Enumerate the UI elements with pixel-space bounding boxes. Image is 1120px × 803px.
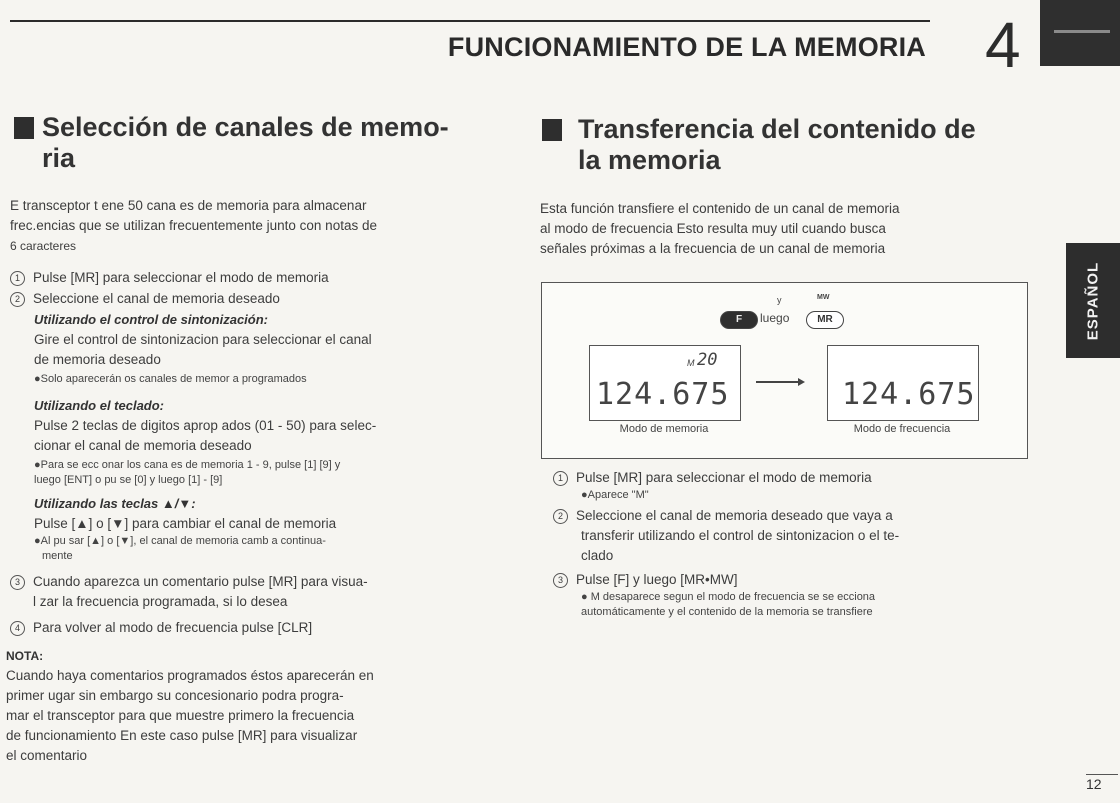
caption-memory-mode: Modo de memoria bbox=[619, 423, 709, 435]
step-3-icon: 3 bbox=[10, 575, 25, 590]
left-step-3: 3 Cuando aparezca un comentario pulse [MR] para visua- l zar la frecuencia programada, si lo desea bbox=[10, 572, 490, 612]
step-1-icon: 1 bbox=[553, 471, 568, 486]
page-number-rule bbox=[1086, 774, 1118, 775]
arrow-right-icon bbox=[756, 381, 800, 383]
step-1-icon: 1 bbox=[10, 271, 25, 286]
left-section-heading: Selección de canales de memo- ria bbox=[14, 112, 494, 174]
lcd-memory-mode: M 20 124.675 bbox=[589, 345, 741, 421]
left-step-4: 4 Para volver al modo de frecuencia pulse [CLR] bbox=[10, 618, 490, 638]
left-intro: E transceptor t ene 50 cana es de memoria para almacenar frec.encias que se utilizan frecuentemente junto con notas de 6 caracteres bbox=[10, 198, 377, 253]
label-y: y bbox=[777, 295, 782, 305]
right-step-1: 1 Pulse [MR] para seleccionar el modo de memoria ●Aparece "M" bbox=[553, 468, 1013, 503]
heading-bullet-icon bbox=[542, 119, 562, 141]
step-2-icon: 2 bbox=[10, 292, 25, 307]
left-sub-tuning: Utilizando el control de sintonización: Gire el control de sintonizacion para seleccionar el canal de memoria deseado ●Solo aparecerán os canales de memor a programados bbox=[34, 312, 372, 385]
page-title: FUNCIONAMIENTO DE LA MEMORIA bbox=[447, 32, 926, 62]
lcd-frequency-mode: 124.675 bbox=[827, 345, 979, 421]
right-step-3: 3 Pulse [F] y luego [MR•MW] ● M desaparece segun el modo de frecuencia se se ecciona automáticamente y el contenido de la memoria se transfiere bbox=[553, 570, 1013, 620]
heading-bullet-icon bbox=[14, 117, 34, 139]
chapter-tab-marker bbox=[1040, 0, 1120, 66]
left-sub-keypad: Utilizando el teclado: Pulse 2 teclas de digitos aprop ados (01 - 50) para selec- cionar el canal de memoria deseado ●Para se ecc onar los cana es de memoria 1 - 9, pulse [1] [9] y luego [ENT] o pu se [0] y luego [1] - [9] bbox=[34, 398, 377, 486]
step-4-icon: 4 bbox=[10, 621, 25, 636]
right-section-heading: Transferencia del contenido de la memoria bbox=[542, 114, 1022, 176]
left-step-1: 1 Pulse [MR] para seleccionar el modo de memoria bbox=[10, 268, 490, 288]
left-sub-arrows: Utilizando las teclas ▲/▼: Pulse [▲] o [▼] para cambiar el canal de memoria ●Al pu sar [▲] o [▼], el canal de memoria camb a continua- mente bbox=[34, 496, 337, 562]
right-intro: Esta función transfiere el contenido de un canal de memoria al modo de frecuencia Esto resulta muy util cuando busca señales próximas a la frecuencia de un canal de memoria bbox=[540, 201, 900, 256]
label-mw: MW bbox=[817, 294, 830, 301]
page-number: 12 bbox=[1086, 776, 1102, 792]
step-2-icon: 2 bbox=[553, 509, 568, 524]
header-rule bbox=[10, 20, 930, 22]
f-key-icon: F bbox=[720, 311, 758, 329]
luego-text: luego bbox=[760, 311, 790, 325]
caption-frequency-mode: Modo de frecuencia bbox=[853, 423, 951, 435]
left-step-2: 2 Seleccione el canal de memoria deseado bbox=[10, 289, 490, 309]
step-3-icon: 3 bbox=[553, 573, 568, 588]
right-step-2: 2 Seleccione el canal de memoria deseado que vaya a transferir utilizando el control de sintonizacion o el te- clado bbox=[553, 506, 1013, 566]
chapter-number: 4 bbox=[985, 9, 1021, 81]
transfer-diagram bbox=[541, 282, 1028, 459]
left-note: NOTA: Cuando haya comentarios programados éstos aparecerán en primer ugar sin embargo su concesionario podra progra- mar el transceptor para que muestre primero la frecuencia de funcionamiento En este caso pulse [MR] para visualizar el comentario bbox=[6, 649, 374, 763]
mr-key-icon: MR bbox=[806, 311, 844, 329]
language-tab: ESPAÑOL bbox=[1066, 243, 1120, 358]
